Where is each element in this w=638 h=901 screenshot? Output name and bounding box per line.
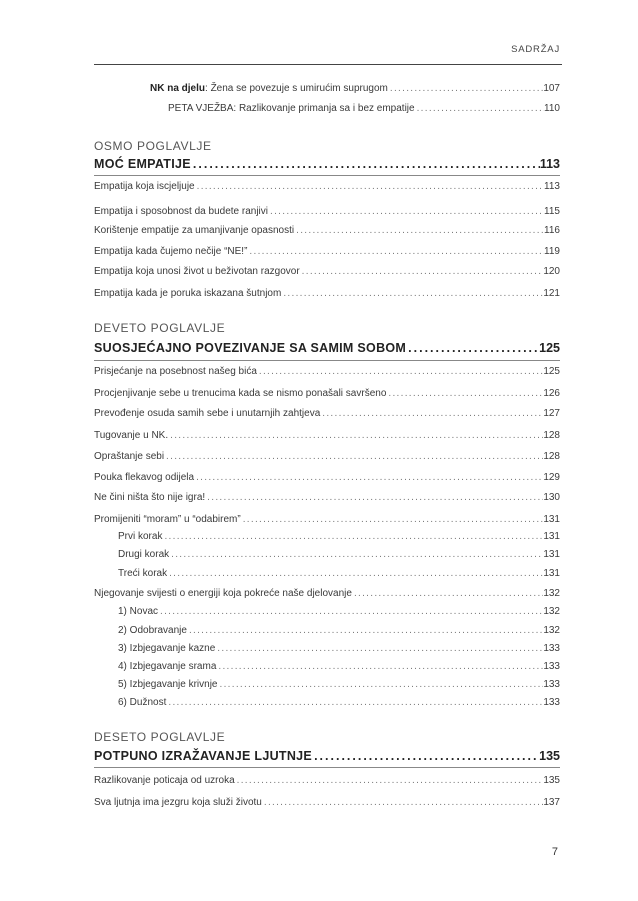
leader-dots xyxy=(167,566,543,582)
toc-entry-text: 6) Dužnost xyxy=(118,697,167,708)
toc-entry-page: 133 xyxy=(543,661,560,672)
toc-entry-text: Promijeniti “moram” u “odabirem” xyxy=(94,514,241,525)
toc-entry-page: 115 xyxy=(544,206,560,217)
toc-entry-page: 132 xyxy=(543,625,560,636)
toc-entry-text: Njegovanje svijesti o energiji koja pokreće naše djelovanje xyxy=(94,588,352,599)
toc-entry-page: 119 xyxy=(544,246,560,257)
chapter-page: 125 xyxy=(539,341,560,355)
toc-entry-page: 121 xyxy=(543,288,560,299)
leader-dots xyxy=(195,179,544,195)
chapter-title-row[interactable] xyxy=(94,155,560,173)
toc-entry[interactable] xyxy=(94,179,560,195)
toc-entry-page: 107 xyxy=(543,83,560,94)
leader-dots xyxy=(247,244,544,260)
toc-entry-page: 131 xyxy=(543,531,560,542)
leader-dots xyxy=(164,449,543,465)
leader-dots xyxy=(191,155,540,173)
leader-dots xyxy=(168,428,543,444)
toc-entry[interactable] xyxy=(94,386,560,402)
leader-dots xyxy=(281,286,543,302)
running-header xyxy=(94,44,562,65)
leader-dots xyxy=(262,795,543,811)
toc-entry-text: Razlikovanje poticaja od uzroka xyxy=(94,775,235,786)
toc-entry-page: 131 xyxy=(543,514,560,525)
toc-subentry[interactable] xyxy=(118,623,560,639)
leader-dots xyxy=(294,223,544,239)
toc-entry-page: 130 xyxy=(543,492,560,503)
toc-entry-text: 4) Izbjegavanje srama xyxy=(118,661,217,672)
toc-entry-page: 132 xyxy=(543,588,560,599)
toc-entry-text: PETA VJEŽBA: Razlikovanje primanja sa i bez empatije xyxy=(168,103,415,114)
chapter-label: DESETO POGLAVLJE xyxy=(94,730,226,744)
toc-subentry[interactable] xyxy=(118,529,560,545)
toc-entry-text: NK na djelu: Žena se povezuje s umirućim suprugom xyxy=(150,83,388,94)
toc-entry-page: 132 xyxy=(543,606,560,617)
leader-dots xyxy=(194,470,543,486)
chapter-title: POTPUNO IZRAŽAVANJE LJUTNJE xyxy=(94,749,313,763)
toc-entry[interactable] xyxy=(94,406,560,422)
chapter-label: OSMO POGLAVLJE xyxy=(94,139,212,153)
toc-entry-text: Prvi korak xyxy=(118,531,163,542)
chapter-title-row[interactable] xyxy=(94,747,560,765)
leader-dots xyxy=(187,623,543,639)
leader-dots xyxy=(352,586,543,602)
toc-entry-page: 131 xyxy=(543,568,560,579)
toc-subentry[interactable] xyxy=(118,695,560,711)
leader-dots xyxy=(166,695,543,711)
leader-dots xyxy=(320,406,543,422)
toc-entry-text: Prevođenje osuda samih sebe i unutarnjih zahtjeva xyxy=(94,408,321,419)
toc-entry[interactable] xyxy=(94,490,560,506)
toc-entry[interactable] xyxy=(94,223,560,239)
chapter-divider xyxy=(94,175,560,176)
toc-entry[interactable] xyxy=(94,428,560,444)
toc-entry-page: 125 xyxy=(543,366,560,377)
leader-dots xyxy=(218,677,544,693)
toc-entry[interactable] xyxy=(94,364,560,380)
toc-entry-page: 131 xyxy=(543,549,560,560)
toc-entry[interactable] xyxy=(94,512,560,528)
leader-dots xyxy=(216,659,543,675)
leader-dots xyxy=(268,204,544,220)
toc-subentry[interactable] xyxy=(118,677,560,693)
toc-subentry[interactable] xyxy=(118,659,560,675)
toc-entry[interactable] xyxy=(94,244,560,260)
toc-entry-page: 133 xyxy=(543,643,560,654)
toc-entry-text: Empatija koja unosi život u beživotan razgovor xyxy=(94,266,300,277)
chapter-title: MOĆ EMPATIJE xyxy=(94,157,191,171)
toc-entry-page: 126 xyxy=(543,388,560,399)
toc-entry-page: 133 xyxy=(543,679,560,690)
toc-entry-text: Empatija kada čujemo nečije “NE!” xyxy=(94,246,248,257)
chapter-title: SUOSJEĆAJNO POVEZIVANJE SA SAMIM SOBOM xyxy=(94,341,407,355)
toc-entry-page: 128 xyxy=(543,430,560,441)
toc-entry[interactable] xyxy=(94,470,560,486)
toc-entry-text: Treći korak xyxy=(118,568,168,579)
toc-entry-text: Opraštanje sebi xyxy=(94,451,165,462)
toc-entry-page: 128 xyxy=(543,451,560,462)
toc-entry-text: Ne čini ništa što nije igra! xyxy=(94,492,206,503)
chapter-label: DEVETO POGLAVLJE xyxy=(94,321,226,335)
toc-subentry[interactable] xyxy=(118,604,560,620)
toc-entry-text: Korištenje empatije za umanjivanje opasnosti xyxy=(94,225,295,236)
toc-entry-text: Drugi korak xyxy=(118,549,170,560)
toc-entry-text: 3) Izbjegavanje kazne xyxy=(118,643,216,654)
leader-dots xyxy=(300,264,544,280)
toc-entry-page: 120 xyxy=(543,266,560,277)
leader-dots xyxy=(241,512,544,528)
toc-entry-text: Tugovanje u NK. xyxy=(94,430,169,441)
page-number: 7 xyxy=(551,846,558,858)
toc-entry-page: 110 xyxy=(544,103,560,114)
chapter-page: 113 xyxy=(539,157,560,171)
toc-entry-text: Procjenjivanje sebe u trenucima kada se nismo ponašali savršeno xyxy=(94,388,387,399)
toc-entry[interactable] xyxy=(94,586,560,602)
toc-entry[interactable] xyxy=(150,81,560,97)
toc-entry-text: Prisjećanje na posebnost našeg bića xyxy=(94,366,257,377)
leader-dots xyxy=(205,490,543,506)
leader-dots xyxy=(257,364,543,380)
leader-dots xyxy=(162,529,543,545)
toc-entry[interactable] xyxy=(94,264,560,280)
leader-dots xyxy=(388,81,543,97)
toc-entry-page: 127 xyxy=(543,408,560,419)
toc-entry-text: 1) Novac xyxy=(118,606,159,617)
leader-dots xyxy=(215,641,543,657)
toc-entry-text: Empatija kada je poruka iskazana šutnjom xyxy=(94,288,282,299)
toc-entry-page: 137 xyxy=(543,797,560,808)
toc-entry[interactable] xyxy=(94,286,560,302)
leader-dots xyxy=(312,747,539,765)
toc-subentry[interactable] xyxy=(118,566,560,582)
toc-entry-text: 2) Odobravanje xyxy=(118,625,187,636)
leader-dots xyxy=(386,386,543,402)
toc-entry-text: 5) Izbjegavanje krivnje xyxy=(118,679,218,690)
leader-dots xyxy=(415,101,544,117)
chapter-divider xyxy=(94,360,560,361)
chapter-divider xyxy=(94,767,560,768)
toc-entry-page: 133 xyxy=(543,697,560,708)
toc-entry[interactable] xyxy=(94,795,560,811)
toc-entry-text: Sva ljutnja ima jezgru koja služi životu xyxy=(94,797,262,808)
toc-entry[interactable] xyxy=(94,204,560,220)
toc-entry[interactable] xyxy=(94,449,560,465)
toc-entry-text: Empatija koja iscjeljuje xyxy=(94,181,195,192)
toc-subentry[interactable] xyxy=(118,547,560,563)
toc-subentry[interactable] xyxy=(118,641,560,657)
leader-dots xyxy=(235,773,544,789)
leader-dots xyxy=(158,604,543,620)
chapter-page: 135 xyxy=(539,749,560,763)
toc-entry-text: Empatija i sposobnost da budete ranjivi xyxy=(94,206,268,217)
toc-entry-page: 129 xyxy=(543,472,560,483)
leader-dots xyxy=(406,339,539,357)
toc-entry-page: 135 xyxy=(543,775,560,786)
toc-entry[interactable] xyxy=(94,773,560,789)
toc-entry-page: 116 xyxy=(544,225,560,236)
toc-entry-page: 113 xyxy=(544,181,560,192)
chapter-title-row[interactable] xyxy=(94,339,560,357)
header-title: SADRŽAJ xyxy=(511,44,560,55)
leader-dots xyxy=(169,547,543,563)
toc-entry-text: Pouka flekavog odijela xyxy=(94,472,195,483)
toc-entry[interactable] xyxy=(168,101,560,117)
